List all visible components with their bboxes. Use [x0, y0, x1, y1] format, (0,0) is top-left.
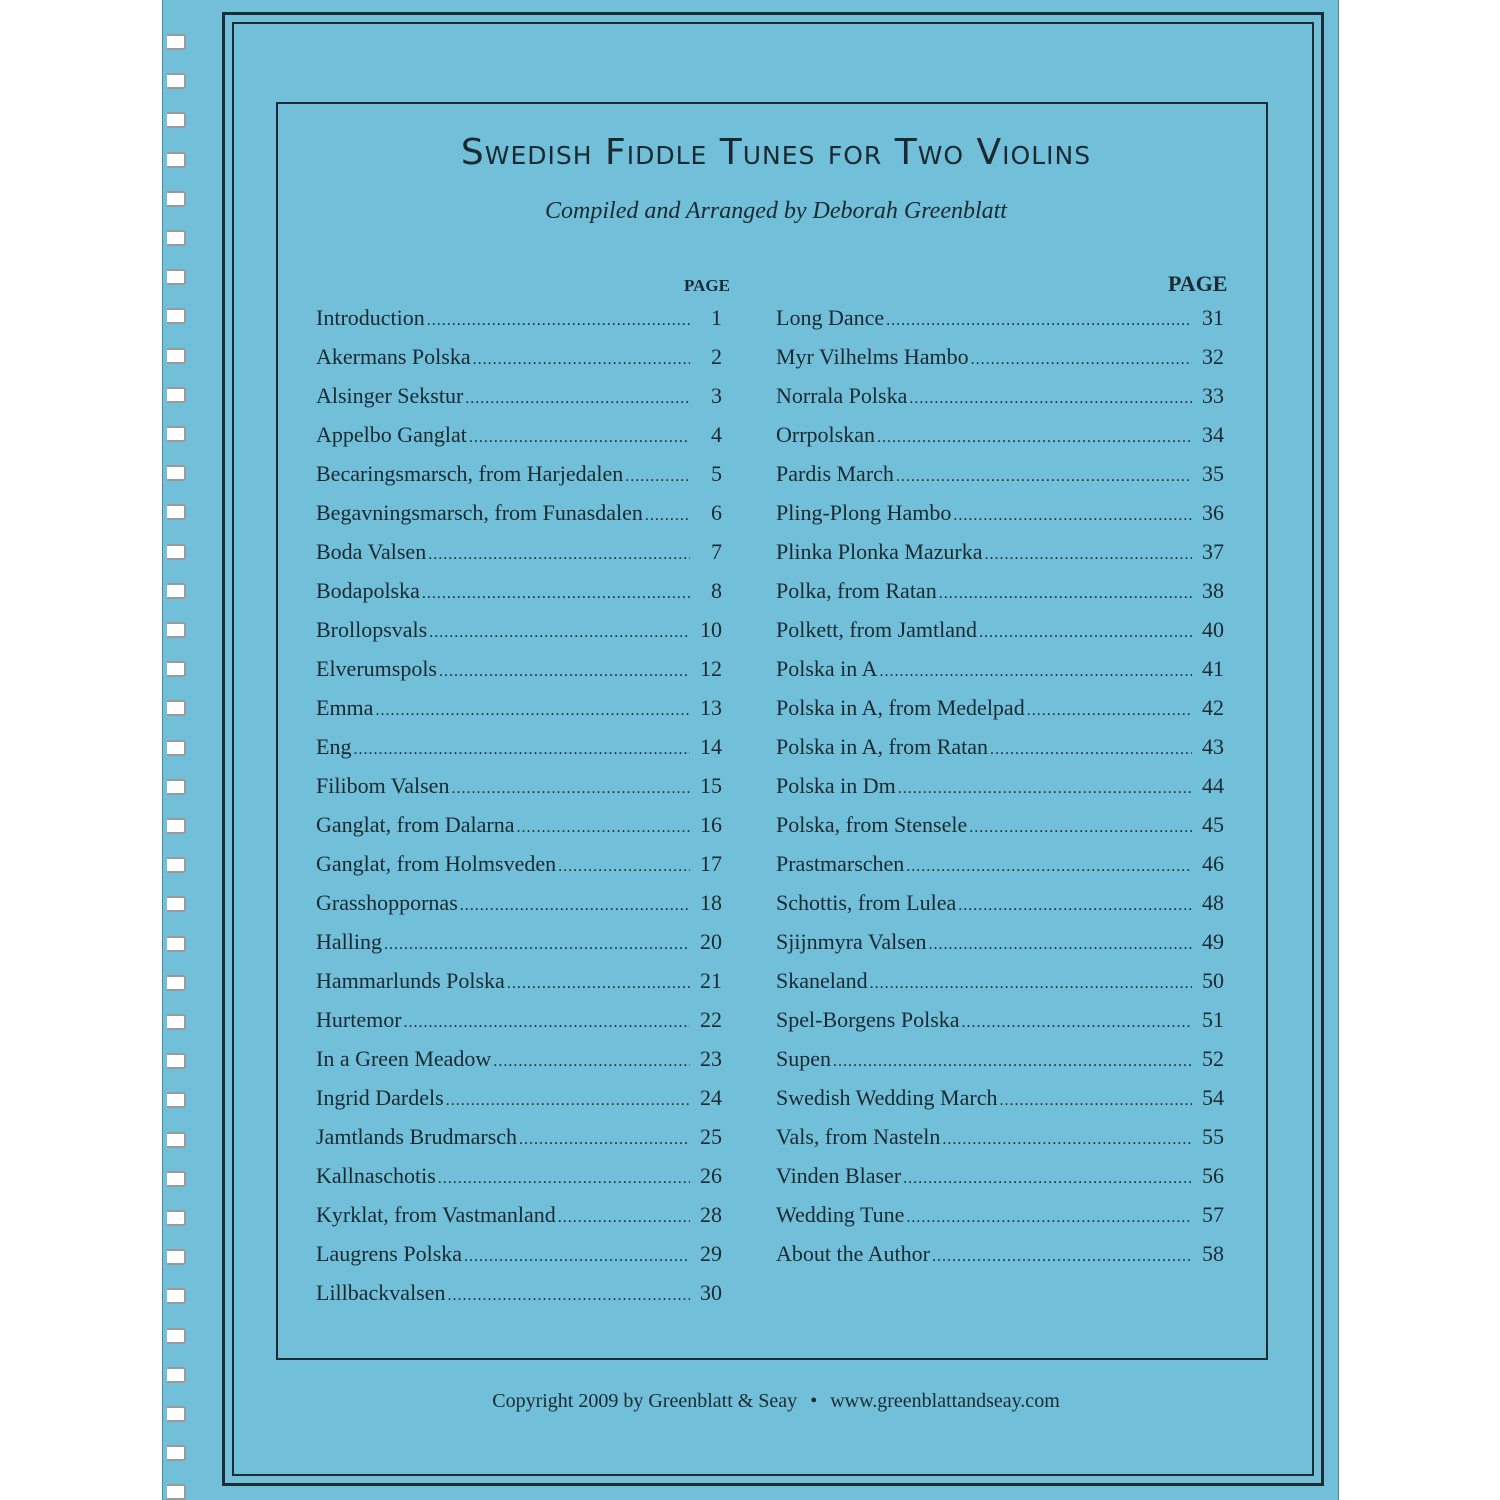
toc-leader-dots: [896, 468, 1192, 486]
toc-entry: [316, 1046, 722, 1085]
toc-entry-title: Polska in Dm: [776, 773, 896, 798]
spiral-loop: [167, 936, 186, 952]
spiral-loop: [167, 700, 186, 716]
footer: [276, 1390, 1276, 1413]
toc-entry-title: Bodapolska: [316, 578, 420, 603]
toc-entry-title: Spel-Borgens Polska: [776, 1007, 960, 1032]
spiral-loop: [167, 975, 186, 991]
toc-left-column: [316, 305, 722, 1319]
toc-entry-page: 8: [711, 578, 722, 603]
toc-entry: [776, 617, 1224, 656]
toc-entry-title: Polkett, from Jamtland: [776, 617, 978, 642]
toc-leader-dots: [384, 936, 690, 954]
toc-leader-dots: [429, 624, 690, 642]
toc-entry: [316, 305, 722, 344]
toc-leader-dots: [469, 429, 690, 447]
spiral-loop: [167, 1328, 186, 1344]
toc-entry-page: 2: [711, 344, 722, 369]
toc-entry: [316, 851, 722, 890]
toc-entry: [316, 656, 722, 695]
toc-entry: [776, 890, 1224, 929]
toc-entry-title: Wedding Tune: [776, 1202, 905, 1227]
toc-entry: [316, 1085, 722, 1124]
toc-leader-dots: [906, 858, 1192, 876]
toc-entry: [776, 422, 1224, 461]
toc-entry-page: 35: [1202, 461, 1224, 486]
toc-entry-page: 10: [700, 617, 722, 642]
toc-entry-page: 34: [1202, 422, 1224, 447]
toc-leader-dots: [404, 1014, 690, 1032]
toc-entry: [776, 656, 1224, 695]
copyright-text: Copyright 2009 by Greenblatt & Seay: [492, 1390, 798, 1412]
toc-entry-page: 18: [700, 890, 722, 915]
toc-entry: [776, 929, 1224, 968]
toc-leader-dots: [969, 819, 1192, 837]
toc-entry-page: 26: [700, 1163, 722, 1188]
toc-entry-page: 13: [700, 695, 722, 720]
toc-entry-page: 16: [700, 812, 722, 837]
toc-entry-title: Polska in A, from Medelpad: [776, 695, 1025, 720]
toc-entry-page: 57: [1202, 1202, 1224, 1227]
toc-entry-title: Lillbackvalsen: [316, 1280, 446, 1305]
toc-entry-page: 7: [711, 539, 722, 564]
toc-leader-dots: [990, 741, 1192, 759]
spiral-loop: [167, 152, 186, 168]
spiral-loop: [167, 1288, 186, 1304]
toc-entry: [776, 500, 1224, 539]
toc-entry-page: 24: [700, 1085, 722, 1110]
toc-entry-title: Elverumspols: [316, 656, 437, 681]
toc-entry: [316, 422, 722, 461]
toc-entry-page: 45: [1202, 812, 1224, 837]
spiral-loop: [167, 1249, 186, 1265]
toc-entry: [316, 1241, 722, 1280]
toc-entry-title: Jamtlands Brudmarsch: [316, 1124, 518, 1149]
toc-entry-page: 29: [700, 1241, 722, 1266]
toc-entry-page: 38: [1202, 578, 1224, 603]
spiral-loop: [167, 426, 186, 442]
toc-entry-title: Halling: [316, 929, 382, 954]
toc-entry-page: 4: [711, 422, 722, 447]
toc-entry: [776, 773, 1224, 812]
toc-entry-title: Eng: [316, 734, 352, 759]
toc-entry-page: 31: [1202, 305, 1224, 330]
toc-entry-page: 17: [700, 851, 722, 876]
toc-leader-dots: [448, 1287, 690, 1305]
spiral-loop: [167, 896, 186, 912]
toc-leader-dots: [428, 546, 690, 564]
toc-entry-title: Introduction: [316, 305, 425, 330]
toc-entry-title: Polka, from Ratan: [776, 578, 937, 603]
toc-leader-dots: [909, 390, 1192, 408]
spiral-loop: [167, 544, 186, 560]
toc-entry: [776, 461, 1224, 500]
toc-leader-dots: [939, 585, 1192, 603]
spiral-loop: [167, 387, 186, 403]
toc-entry-title: Polska, from Stensele: [776, 812, 968, 837]
toc-entry-title: Skaneland: [776, 968, 868, 993]
toc-leader-dots: [906, 1209, 1192, 1227]
toc-leader-dots: [877, 429, 1192, 447]
toc-entry-title: About the Author: [776, 1241, 930, 1266]
toc-entry-page: 12: [700, 656, 722, 681]
toc-entry-title: Pardis March: [776, 461, 894, 486]
page-heading-right: PAGE: [1168, 271, 1228, 296]
toc-entry-title: Pling-Plong Hambo: [776, 500, 952, 525]
spiral-loop: [167, 1132, 186, 1148]
spiral-loop: [167, 583, 186, 599]
spiral-loop: [167, 1171, 186, 1187]
toc-entry-page: 21: [700, 968, 722, 993]
toc-entry-title: Brollopsvals: [316, 617, 428, 642]
toc-entry-title: Plinka Plonka Mazurka: [776, 539, 983, 564]
toc-entry-page: 36: [1202, 500, 1224, 525]
toc-entry: [776, 1124, 1224, 1163]
spiral-loop: [167, 465, 186, 481]
toc-leader-dots: [465, 390, 690, 408]
toc-leader-dots: [985, 546, 1192, 564]
spiral-loop: [167, 1014, 186, 1030]
toc-entry-page: 20: [700, 929, 722, 954]
spiral-loop: [167, 1210, 186, 1226]
toc-entry-title: Long Dance: [776, 305, 885, 330]
toc-entry-page: 14: [700, 734, 722, 759]
toc-entry-title: Sjijnmyra Valsen: [776, 929, 927, 954]
toc-entry: [316, 890, 722, 929]
spiral-loop: [167, 112, 186, 128]
toc-entry: [776, 1085, 1224, 1124]
toc-entry: [316, 695, 722, 734]
toc-leader-dots: [438, 1170, 690, 1188]
toc-leader-dots: [979, 624, 1192, 642]
toc-entry-page: 5: [711, 461, 722, 486]
toc-leader-dots: [439, 663, 690, 681]
toc-leader-dots: [427, 312, 690, 330]
toc-entry: [316, 539, 722, 578]
toc-entry: [316, 773, 722, 812]
toc-entry-page: 42: [1202, 695, 1224, 720]
toc-entry-title: Polska in A: [776, 656, 878, 681]
toc-leader-dots: [958, 897, 1192, 915]
spiral-loop: [167, 1406, 186, 1422]
toc-entry-title: Orrpolskan: [776, 422, 875, 447]
toc-entry-title: Norrala Polska: [776, 383, 908, 408]
toc-leader-dots: [833, 1053, 1192, 1071]
toc-leader-dots: [898, 780, 1192, 798]
toc-entry: [316, 344, 722, 383]
footer-separator: •: [810, 1390, 818, 1412]
toc-entry-title: Hammarlunds Polska: [316, 968, 505, 993]
toc-leader-dots: [558, 1209, 690, 1227]
toc-entry-title: Kallnaschotis: [316, 1163, 436, 1188]
spiral-loop: [167, 504, 186, 520]
toc-right-column: [776, 305, 1224, 1280]
toc-entry-title: Polska in A, from Ratan: [776, 734, 989, 759]
toc-entry-title: Swedish Wedding March: [776, 1085, 998, 1110]
spiral-loop: [167, 661, 186, 677]
toc-leader-dots: [645, 507, 690, 525]
toc-entry-page: 30: [700, 1280, 722, 1305]
toc-entry: [776, 305, 1224, 344]
toc-entry-title: Laugrens Polska: [316, 1241, 463, 1266]
toc-leader-dots: [942, 1131, 1192, 1149]
spiral-loop: [167, 1445, 186, 1461]
toc-leader-dots: [507, 975, 690, 993]
toc-entry-page: 49: [1202, 929, 1224, 954]
page-heading-left: PAGE: [684, 276, 730, 295]
spiral-loop: [167, 1053, 186, 1069]
toc-entry-title: Kyrklat, from Vastmanland: [316, 1202, 556, 1227]
toc-leader-dots: [558, 858, 690, 876]
toc-entry-page: 43: [1202, 734, 1224, 759]
toc-entry-title: Schottis, from Lulea: [776, 890, 957, 915]
toc-entry-page: 28: [700, 1202, 722, 1227]
toc-entry-page: 33: [1202, 383, 1224, 408]
toc-entry-page: 48: [1202, 890, 1224, 915]
toc-entry-page: 58: [1202, 1241, 1224, 1266]
toc-entry: [316, 968, 722, 1007]
spiral-loop: [167, 1092, 186, 1108]
toc-entry: [776, 695, 1224, 734]
toc-entry-page: 25: [700, 1124, 722, 1149]
toc-entry: [316, 383, 722, 422]
toc-entry-title: In a Green Meadow: [316, 1046, 492, 1071]
toc-entry-page: 32: [1202, 344, 1224, 369]
toc-entry: [776, 1202, 1224, 1241]
toc-entry: [776, 539, 1224, 578]
toc-entry-title: Ganglat, from Holmsveden: [316, 851, 557, 876]
toc-entry: [776, 851, 1224, 890]
toc-entry: [776, 968, 1224, 1007]
toc-entry-title: Boda Valsen: [316, 539, 427, 564]
toc-leader-dots: [879, 663, 1192, 681]
toc-leader-dots: [519, 1131, 690, 1149]
spiral-loop: [167, 34, 186, 50]
spiral-loop: [167, 348, 186, 364]
toc-entry: [776, 383, 1224, 422]
toc-leader-dots: [353, 741, 690, 759]
toc-entry-page: 6: [711, 500, 722, 525]
toc-leader-dots: [999, 1092, 1192, 1110]
toc-entry: [316, 500, 722, 539]
spiral-loop: [167, 779, 186, 795]
toc-entry-title: Filibom Valsen: [316, 773, 450, 798]
spiral-loop: [167, 73, 186, 89]
spiral-loop: [167, 269, 186, 285]
toc-leader-dots: [422, 585, 690, 603]
toc-leader-dots: [375, 702, 690, 720]
spiral-loop: [167, 308, 186, 324]
toc-entry: [316, 617, 722, 656]
toc-entry-title: Prastmarschen: [776, 851, 905, 876]
toc-leader-dots: [451, 780, 690, 798]
toc-entry: [776, 1163, 1224, 1202]
toc-entry: [776, 578, 1224, 617]
spiral-loop: [167, 191, 186, 207]
toc-entry-page: 56: [1202, 1163, 1224, 1188]
spiral-loop: [167, 230, 186, 246]
book-title: Swedish Fiddle Tunes for Two Violins: [460, 132, 1092, 173]
toc-leader-dots: [460, 897, 690, 915]
toc-leader-dots: [1027, 702, 1192, 720]
toc-entry: [316, 1202, 722, 1241]
toc-leader-dots: [971, 351, 1192, 369]
toc-entry-title: Hurtemor: [316, 1007, 402, 1032]
toc-leader-dots: [962, 1014, 1192, 1032]
toc-entry: [316, 812, 722, 851]
toc-entry: [776, 1046, 1224, 1085]
website-link[interactable]: www.greenblattandseay.com: [830, 1390, 1060, 1412]
toc-entry-page: 54: [1202, 1085, 1224, 1110]
toc-leader-dots: [517, 819, 690, 837]
toc-entry-page: 22: [700, 1007, 722, 1032]
toc-entry-title: Grasshoppornas: [316, 890, 458, 915]
spiral-loop: [167, 818, 186, 834]
toc-entry-page: 1: [711, 305, 722, 330]
toc-entry-title: Emma: [316, 695, 374, 720]
toc-entry: [776, 1007, 1224, 1046]
toc-leader-dots: [625, 468, 690, 486]
toc-entry: [316, 929, 722, 968]
toc-entry-page: 37: [1202, 539, 1224, 564]
spiral-loop: [167, 1367, 186, 1383]
toc-entry: [316, 1280, 722, 1319]
toc-entry-page: 55: [1202, 1124, 1224, 1149]
toc-leader-dots: [903, 1170, 1192, 1188]
spiral-loop: [167, 740, 186, 756]
toc-entry-title: Vinden Blaser: [776, 1163, 902, 1188]
book-subtitle: Compiled and Arranged by Deborah Greenblatt: [545, 198, 1007, 224]
toc-entry: [316, 734, 722, 773]
toc-entry: [776, 734, 1224, 773]
spiral-loop: [167, 1484, 186, 1500]
toc-entry: [316, 461, 722, 500]
toc-leader-dots: [929, 936, 1192, 954]
spiral-loop: [167, 622, 186, 638]
toc-leader-dots: [886, 312, 1192, 330]
toc-entry-title: Akermans Polska: [316, 344, 471, 369]
toc-entry-title: Supen: [776, 1046, 831, 1071]
toc-entry-page: 44: [1202, 773, 1224, 798]
toc-entry: [316, 1163, 722, 1202]
toc-entry-page: 40: [1202, 617, 1224, 642]
toc-entry-title: Alsinger Sekstur: [316, 383, 464, 408]
toc-entry-page: 51: [1202, 1007, 1224, 1032]
toc-leader-dots: [446, 1092, 690, 1110]
spiral-loop: [167, 857, 186, 873]
toc-entry-page: 46: [1202, 851, 1224, 876]
toc-entry: [316, 1124, 722, 1163]
toc-leader-dots: [953, 507, 1192, 525]
toc-entry-page: 23: [700, 1046, 722, 1071]
toc-entry: [776, 344, 1224, 383]
toc-entry-page: 3: [711, 383, 722, 408]
toc-entry-page: 52: [1202, 1046, 1224, 1071]
toc-entry-title: Vals, from Nasteln: [776, 1124, 941, 1149]
toc-entry-title: Myr Vilhelms Hambo: [776, 344, 969, 369]
toc-leader-dots: [493, 1053, 690, 1071]
toc-leader-dots: [464, 1248, 690, 1266]
toc-entry-page: 50: [1202, 968, 1224, 993]
toc-entry: [776, 812, 1224, 851]
toc-entry-page: 41: [1202, 656, 1224, 681]
toc-entry-title: Begavningsmarsch, from Funasdalen: [316, 500, 643, 525]
toc-leader-dots: [870, 975, 1192, 993]
toc-entry-page: 15: [700, 773, 722, 798]
toc-entry: [316, 578, 722, 617]
toc-entry-title: Appelbo Ganglat: [316, 422, 467, 447]
toc-entry: [316, 1007, 722, 1046]
toc-entry-title: Becaringsmarsch, from Harjedalen: [316, 461, 624, 486]
toc-leader-dots: [473, 351, 690, 369]
toc-entry-title: Ingrid Dardels: [316, 1085, 444, 1110]
toc-entry: [776, 1241, 1224, 1280]
toc-entry-title: Ganglat, from Dalarna: [316, 812, 515, 837]
toc-leader-dots: [932, 1248, 1192, 1266]
